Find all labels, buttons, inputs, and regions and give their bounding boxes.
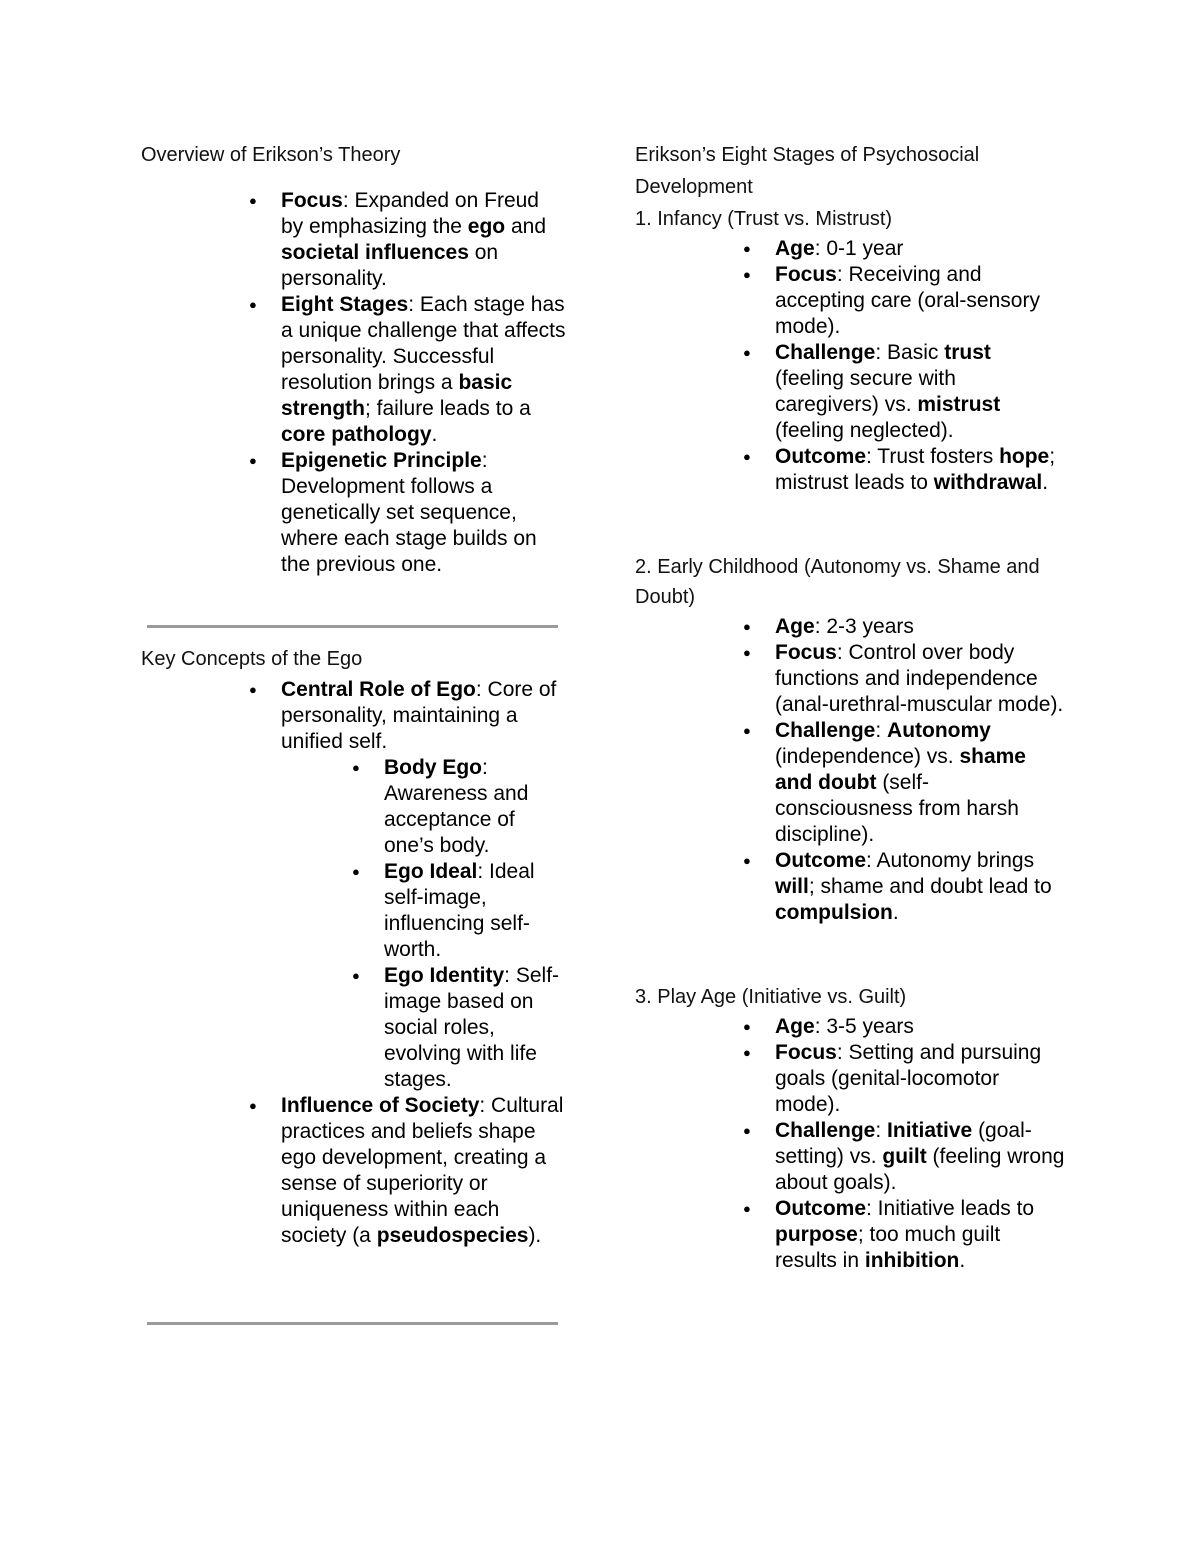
stage-2-outcome: ● Outcome: Autonomy brings will; shame and doubt lead to compulsion.	[775, 848, 1065, 926]
stage-3-challenge: ● Challenge: Initiative (goal-setting) vs. guilt (feeling wrong about goals).	[775, 1118, 1065, 1196]
overview-item-focus: ● Focus: Expanded on Freud by emphasizing the ego and societal influences on personality.	[281, 188, 566, 292]
ego-subitem-ego-identity: ● Ego Identity: Self-image based on social roles, evolving with life stages.	[384, 963, 564, 1093]
stage-2-list	[775, 614, 1065, 926]
ego-sublist	[384, 755, 564, 1093]
stage-3-focus: ● Focus: Setting and pursuing goals (genital-locomotor mode).	[775, 1040, 1065, 1118]
stage-1-outcome: ● Outcome: Trust fosters hope; mistrust leads to withdrawal.	[775, 444, 1065, 496]
ego-subitem-ego-ideal: ● Ego Ideal: Ideal self-image, influencing self-worth.	[384, 859, 564, 963]
ego-list	[281, 677, 566, 1249]
stage-2-challenge: ● Challenge: Autonomy (independence) vs. shame and doubt (self-consciousness from harsh discipline).	[775, 718, 1065, 848]
stage-1-heading: 1. Infancy (Trust vs. Mistrust)	[635, 208, 893, 230]
divider-1	[147, 625, 558, 628]
stage-3-age: ● Age: 3-5 years	[775, 1014, 1065, 1040]
ego-item-central-role: ● Central Role of Ego: Core of personality, maintaining a unified self. ● Body Ego: Awareness and acceptance of one’s body. ● Ego Ideal: Ideal self-image, influencing self-worth. ● Ego Identity: Self-image based on social roles, evolving with life stages.	[281, 677, 566, 1093]
stage-2-focus: ● Focus: Control over body functions and independence (anal-urethral-muscular mode).	[775, 640, 1065, 718]
overview-item-epigenetic: ● Epigenetic Principle: Development follows a genetically set sequence, where each stage builds on the previous one.	[281, 448, 566, 578]
divider-2	[147, 1322, 558, 1325]
stage-1-list	[775, 236, 1065, 496]
stage-2-heading: 2. Early Childhood (Autonomy vs. Shame and Doubt)	[635, 556, 1040, 608]
stage-1-focus: ● Focus: Receiving and accepting care (oral-sensory mode).	[775, 262, 1065, 340]
stage-3-list	[775, 1014, 1065, 1274]
overview-heading: Overview of Erikson’s Theory	[141, 144, 401, 166]
stage-3-heading: 3. Play Age (Initiative vs. Guilt)	[635, 986, 907, 1008]
stages-heading: Erikson’s Eight Stages of Psychosocial Development	[635, 144, 980, 198]
ego-item-society: ● Influence of Society: Cultural practices and beliefs shape ego development, creating a sense of superiority or uniqueness within each society (a pseudospecies).	[281, 1093, 566, 1249]
ego-subitem-body-ego: ● Body Ego: Awareness and acceptance of one’s body.	[384, 755, 564, 859]
overview-item-eight-stages: ● Eight Stages: Each stage has a unique challenge that affects personality. Successful resolution brings a basic strength; failure leads to a core pathology.	[281, 292, 566, 448]
stage-1-age: ● Age: 0-1 year	[775, 236, 1065, 262]
stage-3-outcome: ● Outcome: Initiative leads to purpose; too much guilt results in inhibition.	[775, 1196, 1065, 1274]
ego-heading: Key Concepts of the Ego	[141, 648, 363, 670]
stage-2-age: ● Age: 2-3 years	[775, 614, 1065, 640]
stage-1-challenge: ● Challenge: Basic trust (feeling secure with caregivers) vs. mistrust (feeling neglected).	[775, 340, 1065, 444]
overview-list	[281, 188, 566, 578]
